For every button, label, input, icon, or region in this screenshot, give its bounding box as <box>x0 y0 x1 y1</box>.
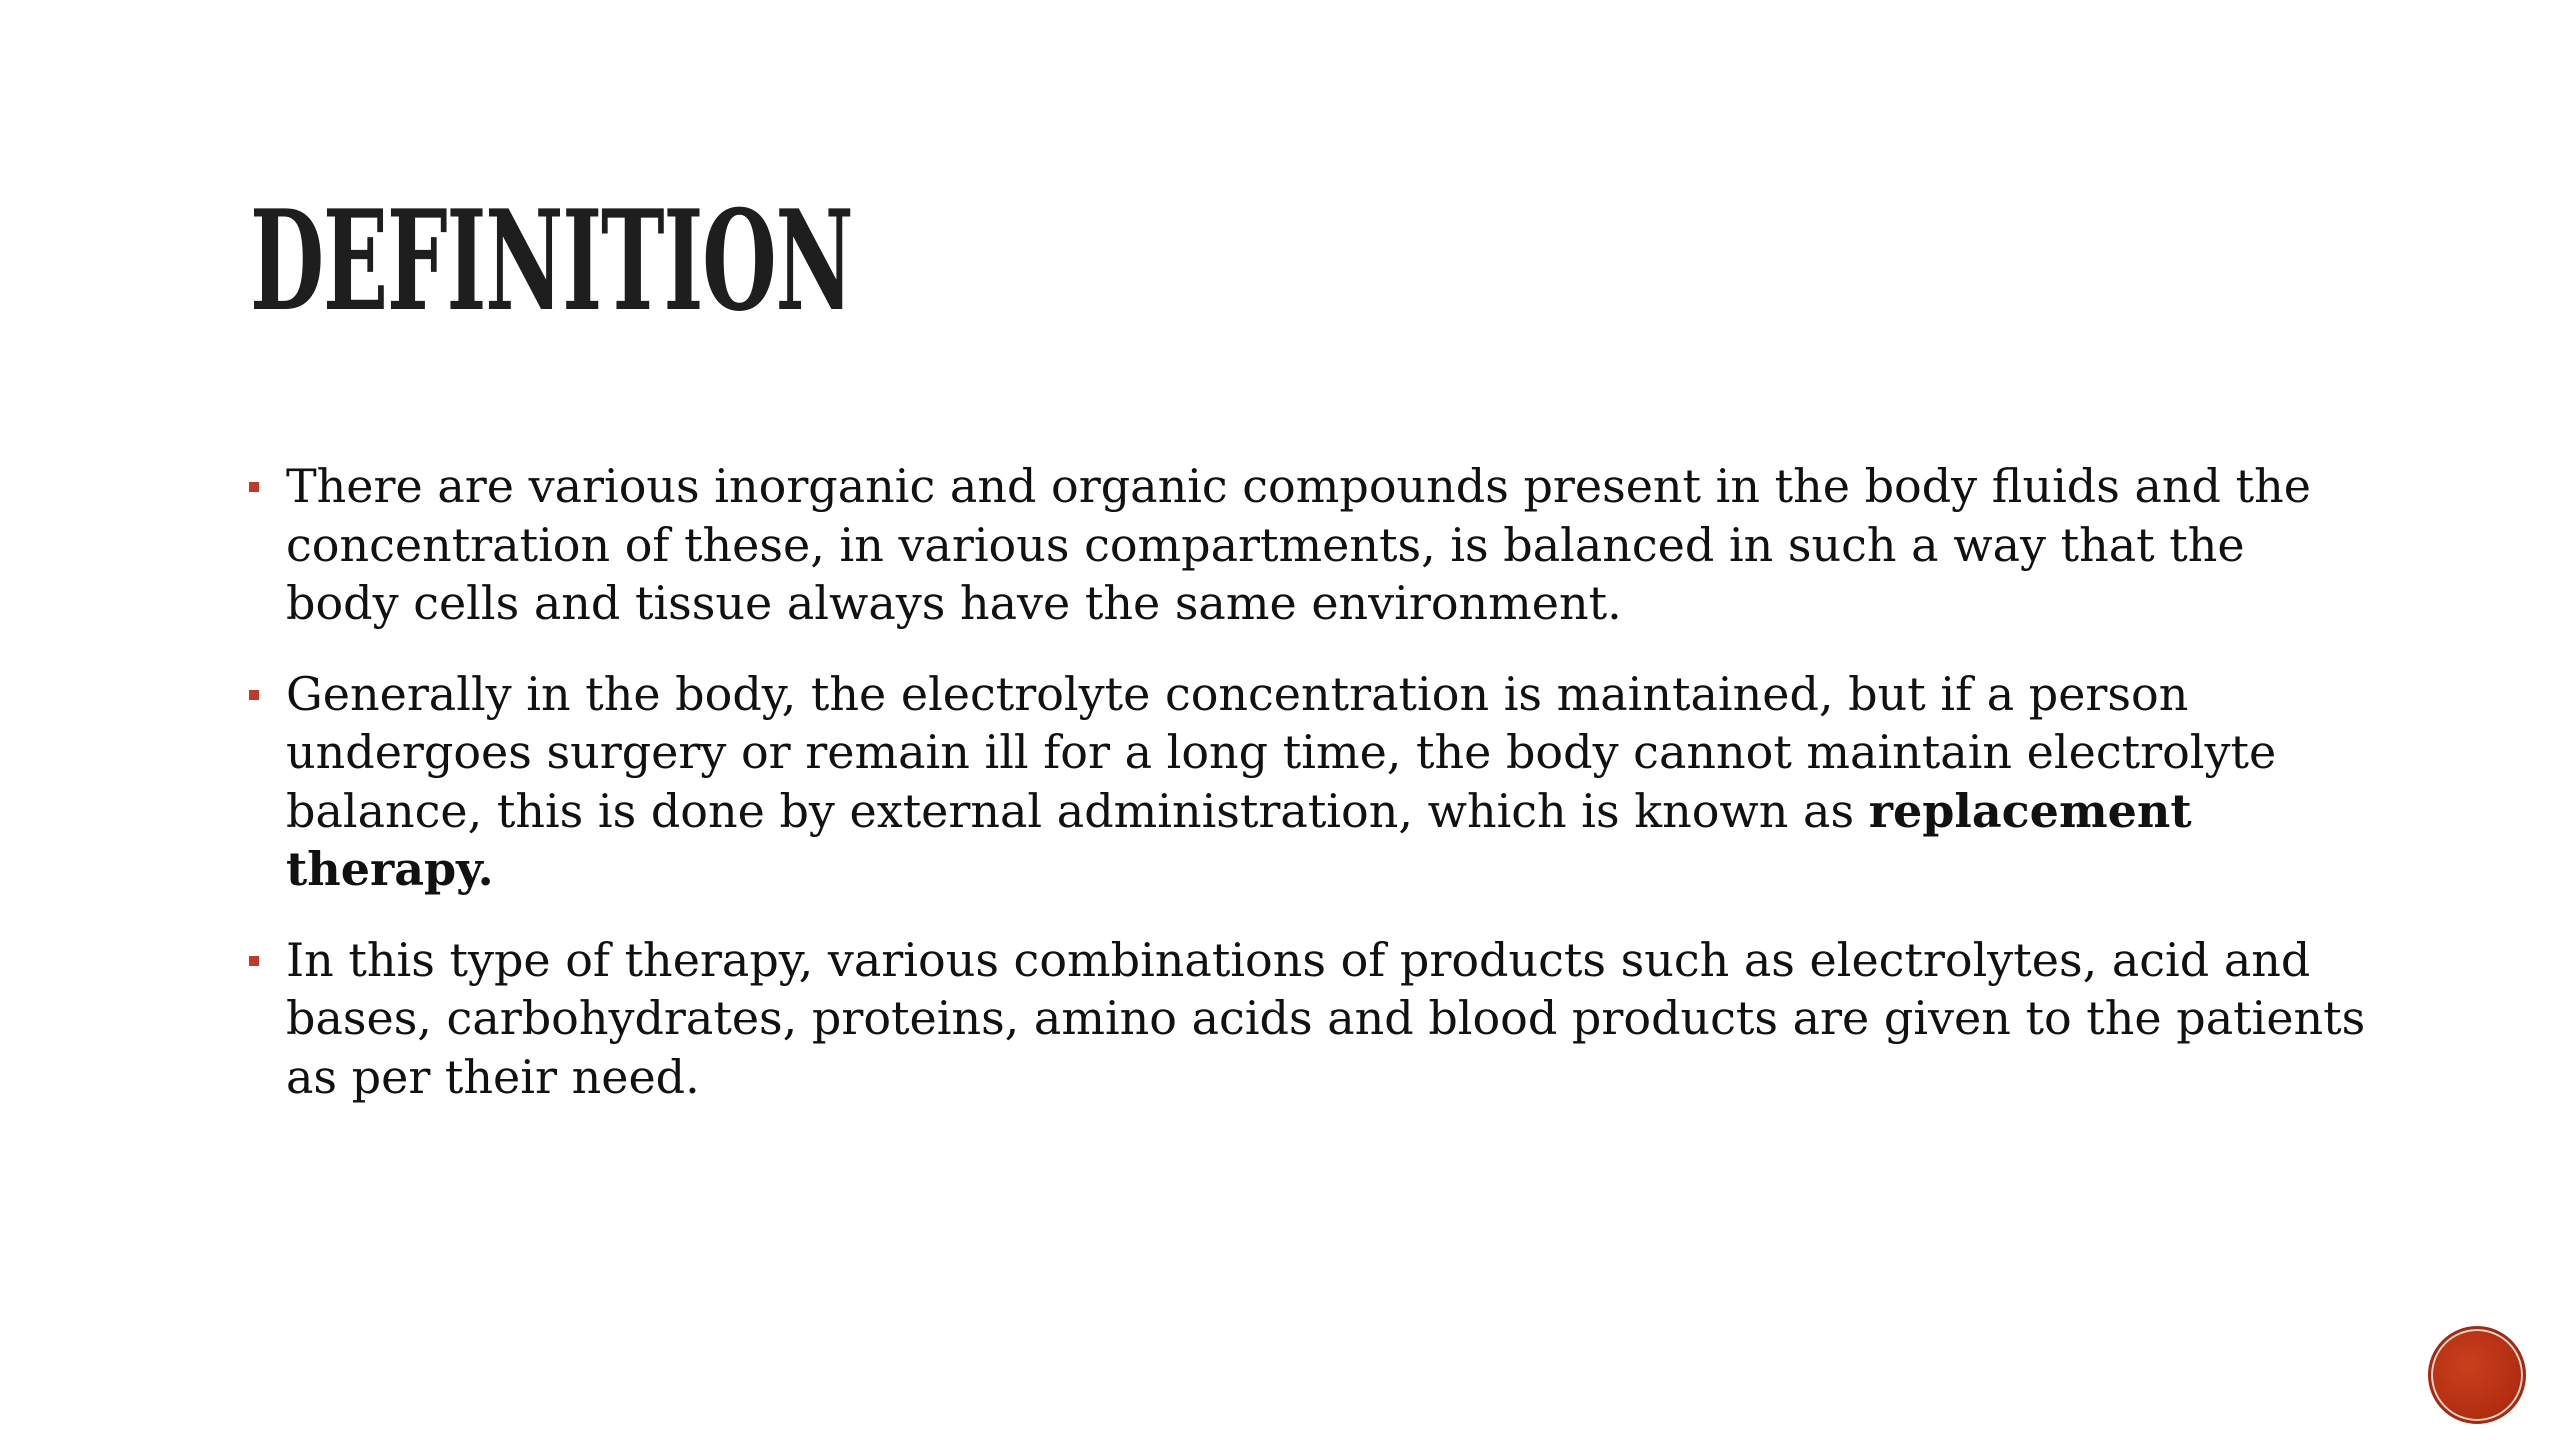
bullet-item <box>246 457 2366 633</box>
slide-number-circle-icon <box>2428 1326 2526 1424</box>
bullet-square-icon <box>249 690 259 700</box>
bullet-bold-term: replacement therapy. <box>286 783 2192 896</box>
bullet-text <box>286 459 2311 630</box>
bullet-item <box>246 665 2366 899</box>
bullet-item <box>246 931 2366 1107</box>
bullet-list <box>246 457 2366 1138</box>
bullet-square-icon <box>249 482 259 492</box>
bullet-text <box>286 933 2365 1104</box>
slide-title: DEFINITION <box>250 179 853 342</box>
bullet-text <box>286 667 2276 897</box>
bullet-body: In this type of therapy, various combinations of products such as electrolytes, acid and bases, carbohydrates, proteins, amino acids and blood products are given to the patients as per their need. <box>286 932 2366 1104</box>
bullet-body: Generally in the body, the electrolyte concentration is maintained, but if a person undergoes surgery or remain ill for a long time, the body cannot maintain electrolyte balance, this is done by external administration, which is known as <box>286 666 2277 838</box>
bullet-square-icon <box>249 956 259 966</box>
bullet-body: There are various inorganic and organic compounds present in the body fluids and the concentration of these, in various compartments, is balanced in such a way that the body cells and tissue always have the same environment. <box>286 459 2311 630</box>
